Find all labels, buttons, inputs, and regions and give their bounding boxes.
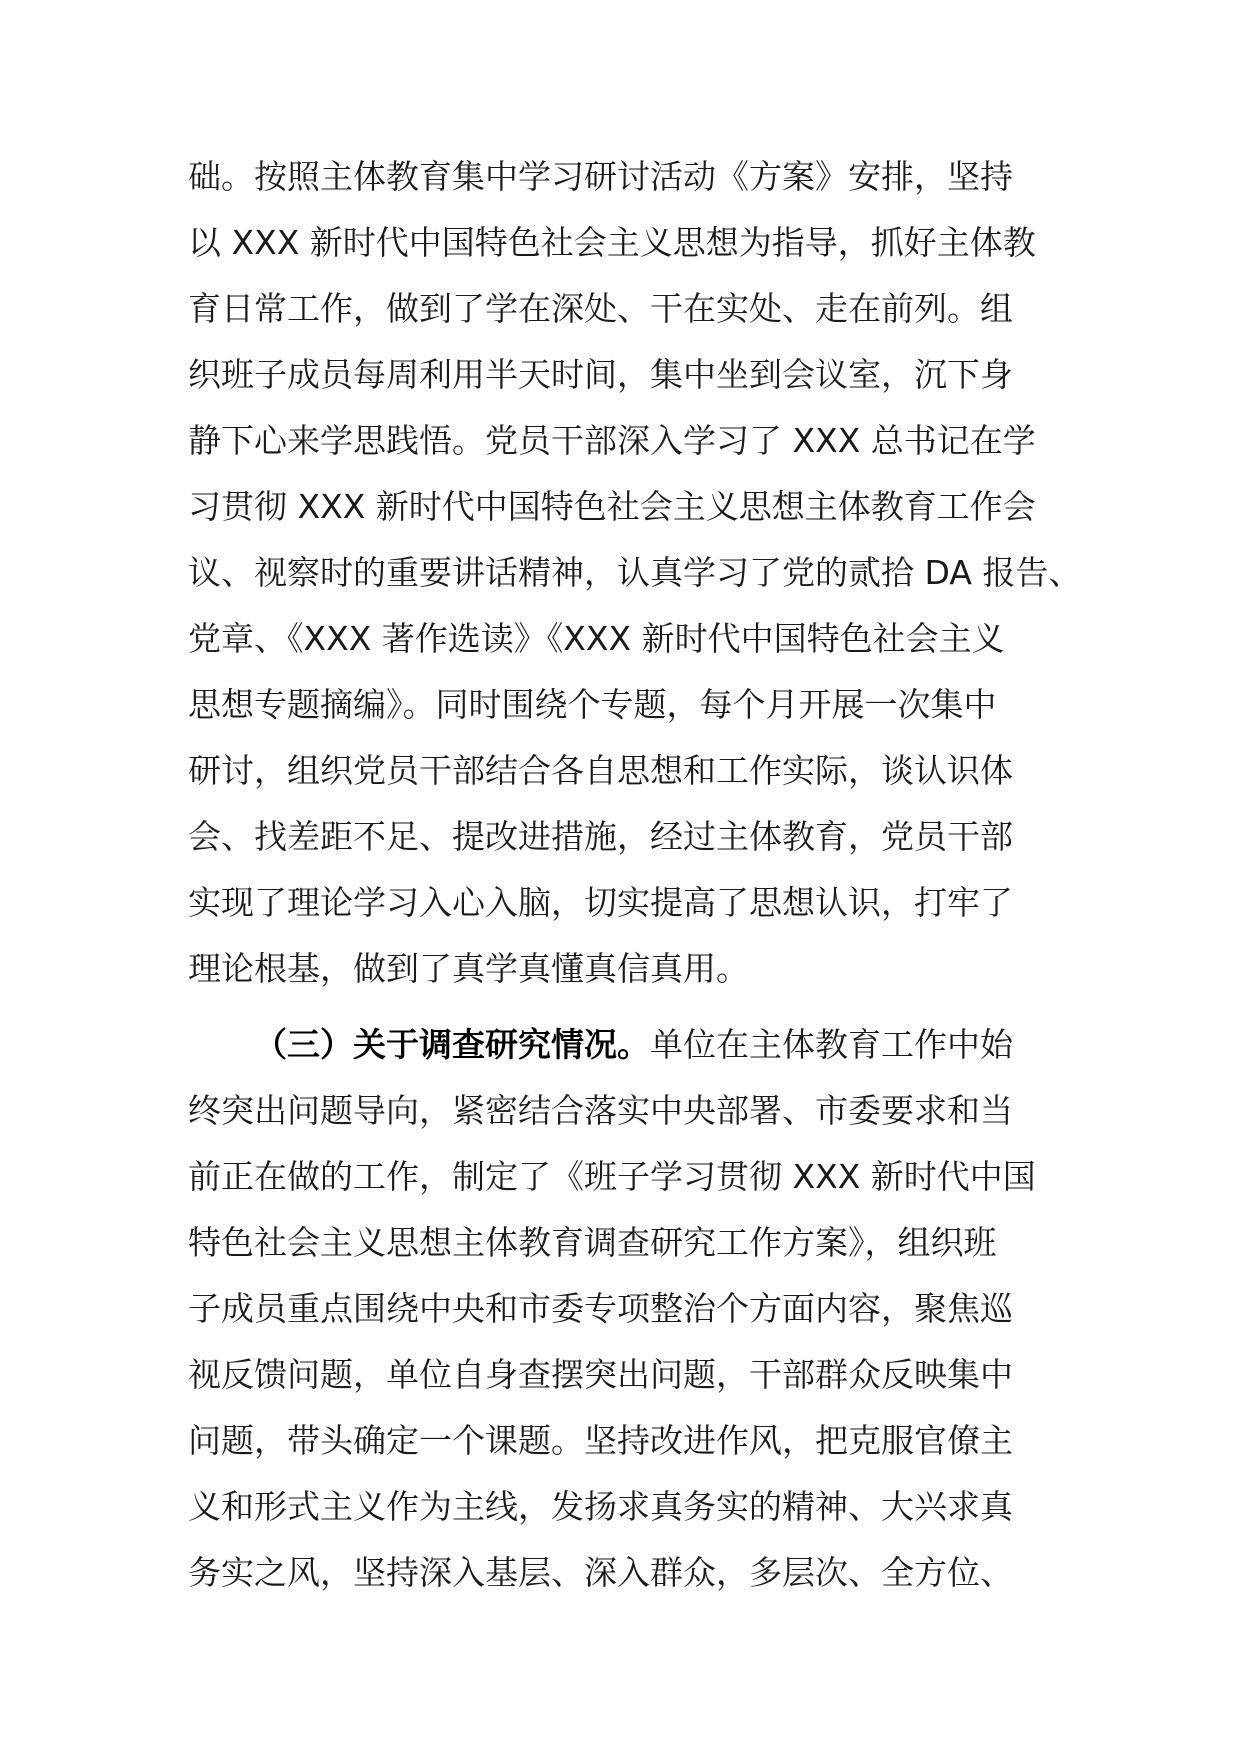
text-line: 终突出问题导向，紧密结合落实中央部署、市委要求和当 (188, 1091, 1013, 1130)
section-heading: （三）关于调查研究情况。 (254, 1025, 650, 1064)
text-line: 础。按照主体教育集中学习研讨活动《方案》安排，坚持 (188, 157, 1013, 196)
paragraph-1 (188, 144, 1082, 1002)
text-line: 实现了理论学习入心入脑，切实提高了思想认识，打牢了 (188, 883, 1013, 922)
text-line: 研讨，组织党员干部结合各自思想和工作实际，谈认识体 (188, 751, 1013, 790)
text-line: 子成员重点围绕中央和市委专项整治个方面内容，聚焦巡 (188, 1289, 1013, 1328)
text-line: 理论根基，做到了真学真懂真信真用。 (188, 949, 749, 988)
paragraph-spacer (188, 1002, 1058, 1012)
text-line: 视反馈问题，单位自身查摆突出问题，干部群众反映集中 (188, 1355, 1013, 1394)
text-line: 织班子成员每周利用半天时间，集中坐到会议室，沉下身 (188, 355, 1013, 394)
text-line: 党章、《XXX 著作选读》《XXX 新时代中国特色社会主义 (188, 619, 1005, 658)
section-heading-line (188, 1012, 1058, 1078)
body-text (188, 144, 1082, 1606)
text-line: 思想专题摘编》。同时围绕个专题，每个月开展一次集中 (188, 685, 997, 724)
text-line: 议、视察时的重要讲话精神，认真学习了党的贰拾 DA 报告、 (188, 553, 1082, 592)
section-heading-rest: 单位在主体教育工作中始 (650, 1025, 1013, 1064)
text-line: 前正在做的工作，制定了《班子学习贯彻 XXX 新时代中国 (188, 1157, 1036, 1196)
paragraph-2 (188, 1012, 1058, 1606)
text-line: 会、找差距不足、提改进措施，经过主体教育，党员干部 (188, 817, 1013, 856)
text-line: 习贯彻 XXX 新时代中国特色社会主义思想主体教育工作会 (188, 487, 1036, 526)
text-line: 务实之风，坚持深入基层、深入群众，多层次、全方位、 (188, 1553, 1013, 1592)
text-line: 育日常工作，做到了学在深处、干在实处、走在前列。组 (188, 289, 1013, 328)
text-line: 特色社会主义思想主体教育调查研究工作方案》，组织班 (188, 1223, 997, 1262)
text-line: 义和形式主义作为主线，发扬求真务实的精神、大兴求真 (188, 1487, 1013, 1526)
text-line: 以 XXX 新时代中国特色社会主义思想为指导，抓好主体教 (188, 223, 1036, 262)
text-line: 静下心来学思践悟。党员干部深入学习了 XXX 总书记在学 (188, 421, 1036, 460)
text-line: 问题，带头确定一个课题。坚持改进作风，把克服官僚主 (188, 1421, 1013, 1460)
